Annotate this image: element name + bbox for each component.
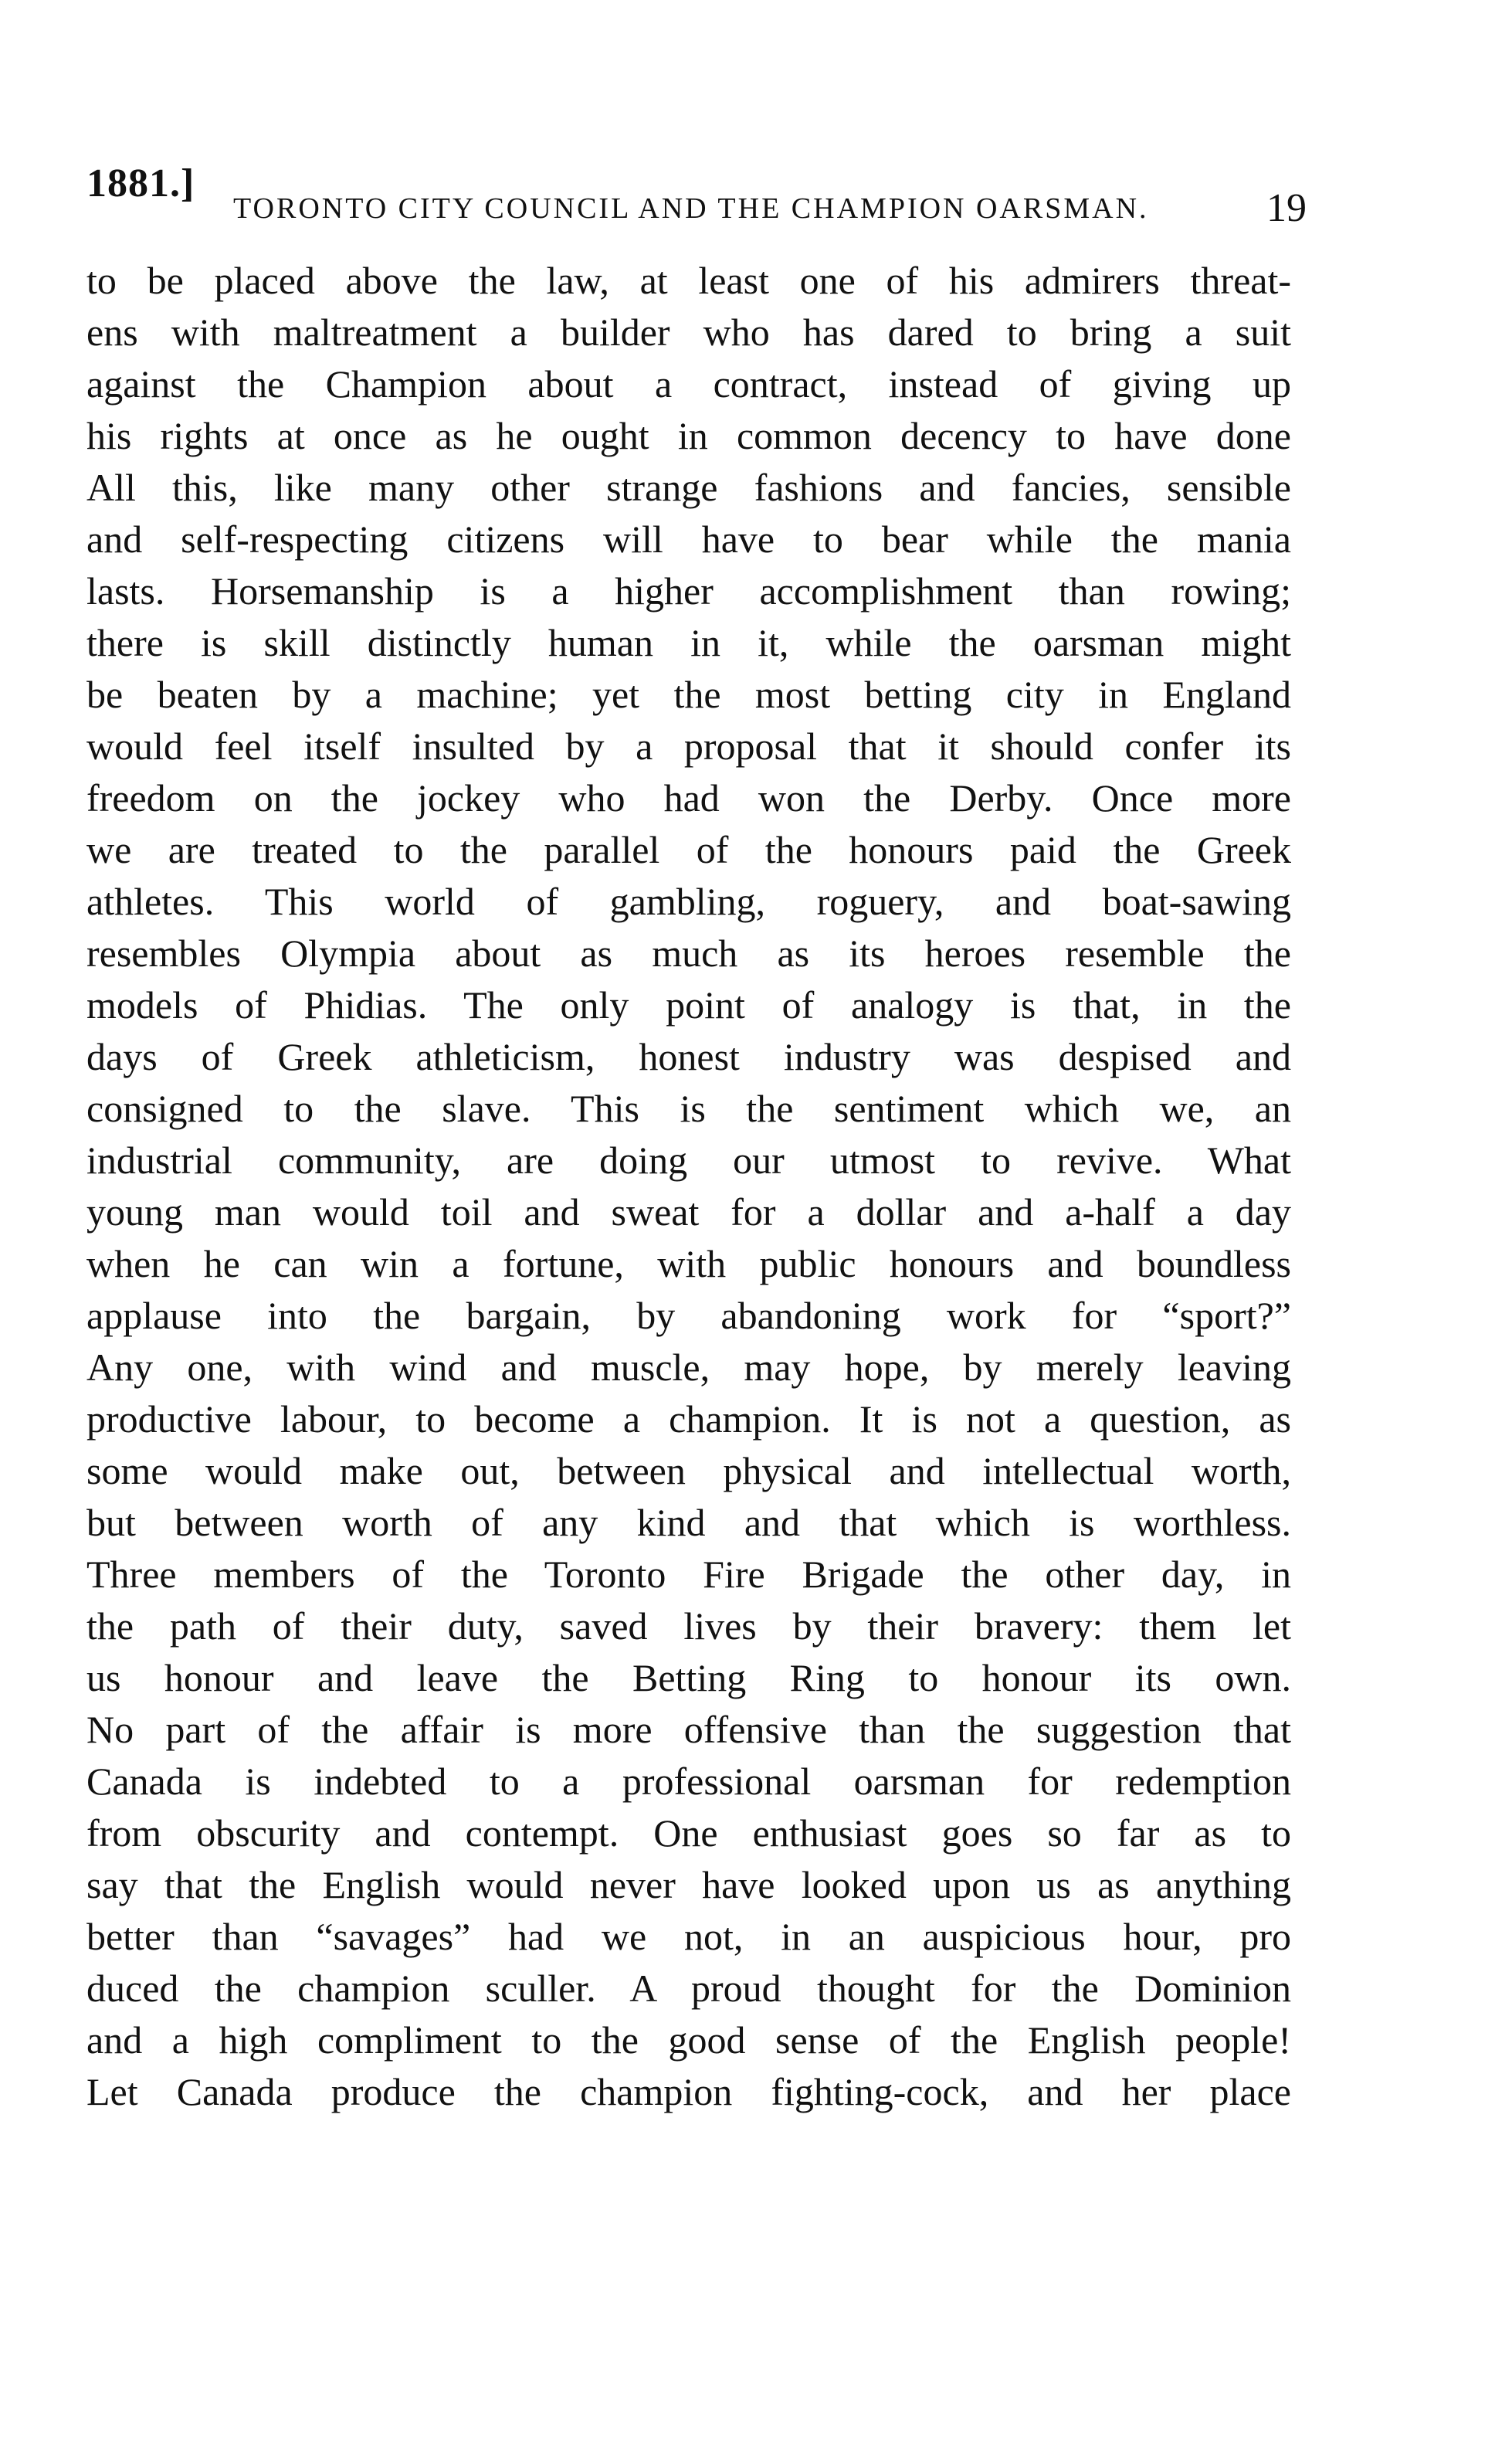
text-line: from obscurity and contempt. One enthusiast goes so far as to xyxy=(86,1811,1291,1855)
running-head xyxy=(86,161,1307,230)
text-line: consigned to the slave. This is the sentiment which we, an xyxy=(86,1087,1291,1130)
text-line: industrial community, are doing our utmost to revive. What xyxy=(86,1139,1291,1182)
text-line: some would make out, between physical and intellectual worth, xyxy=(86,1449,1291,1492)
page-number: 19 xyxy=(1266,186,1307,230)
running-head-title: TORONTO CITY COUNCIL AND THE CHAMPION OARSMAN. xyxy=(233,192,1149,225)
text-line: against the Champion about a contract, instead of giving up xyxy=(86,362,1291,406)
text-line: athletes. This world of gambling, roguery, and boat-sawing xyxy=(86,880,1291,923)
text-line: we are treated to the parallel of the honours paid the Greek xyxy=(86,828,1291,871)
text-line: All this, like many other strange fashions and fancies, sensible xyxy=(86,466,1291,509)
text-line: to be placed above the law, at least one of his admirers threat- xyxy=(86,259,1291,302)
text-line: freedom on the jockey who had won the Derby. Once more xyxy=(86,776,1291,820)
text-line: and self-respecting citizens will have to bear while the mania xyxy=(86,518,1291,561)
text-line: Canada is indebted to a professional oarsman for redemption xyxy=(86,1760,1291,1803)
text-line: but between worth of any kind and that which is worthless. xyxy=(86,1501,1291,1544)
text-line: duced the champion sculler. A proud thought for the Dominion xyxy=(86,1967,1291,2010)
body-paragraph xyxy=(86,255,1291,2118)
text-line: better than “savages” had we not, in an auspicious hour, pro xyxy=(86,1915,1291,1958)
text-line: Let Canada produce the champion fighting-cock, and her place xyxy=(86,2070,1291,2113)
text-line: Three members of the Toronto Fire Brigade the other day, in xyxy=(86,1553,1291,1596)
text-line: models of Phidias. The only point of analogy is that, in the xyxy=(86,983,1291,1027)
text-line: lasts. Horsemanship is a higher accomplishment than rowing; xyxy=(86,569,1291,613)
text-line: when he can win a fortune, with public honours and boundless xyxy=(86,1242,1291,1285)
text-line: productive labour, to become a champion. It is not a question, as xyxy=(86,1397,1291,1441)
text-line: there is skill distinctly human in it, while the oarsman might xyxy=(86,621,1291,664)
text-line: his rights at once as he ought in common decency to have done xyxy=(86,414,1291,457)
text-line: would feel itself insulted by a proposal that it should confer its xyxy=(86,725,1291,768)
text-line: us honour and leave the Betting Ring to honour its own. xyxy=(86,1656,1291,1699)
text-line: be beaten by a machine; yet the most betting city in England xyxy=(86,673,1291,716)
text-line: ens with maltreatment a builder who has dared to bring a suit xyxy=(86,311,1291,354)
text-line: young man would toil and sweat for a dollar and a-half a day xyxy=(86,1190,1291,1234)
text-line: and a high compliment to the good sense of the English people! xyxy=(86,2018,1291,2062)
text-line: the path of their duty, saved lives by their bravery: them let xyxy=(86,1604,1291,1648)
running-head-year: 1881.] xyxy=(86,161,195,205)
text-line: days of Greek athleticism, honest industry was despised and xyxy=(86,1035,1291,1078)
text-line: say that the English would never have looked upon us as anything xyxy=(86,1863,1291,1906)
text-line: applause into the bargain, by abandoning work for “sport?” xyxy=(86,1294,1291,1337)
text-line: No part of the affair is more offensive than the suggestion that xyxy=(86,1708,1291,1751)
text-line: resembles Olympia about as much as its heroes resemble the xyxy=(86,932,1291,975)
text-line: Any one, with wind and muscle, may hope, by merely leaving xyxy=(86,1346,1291,1389)
